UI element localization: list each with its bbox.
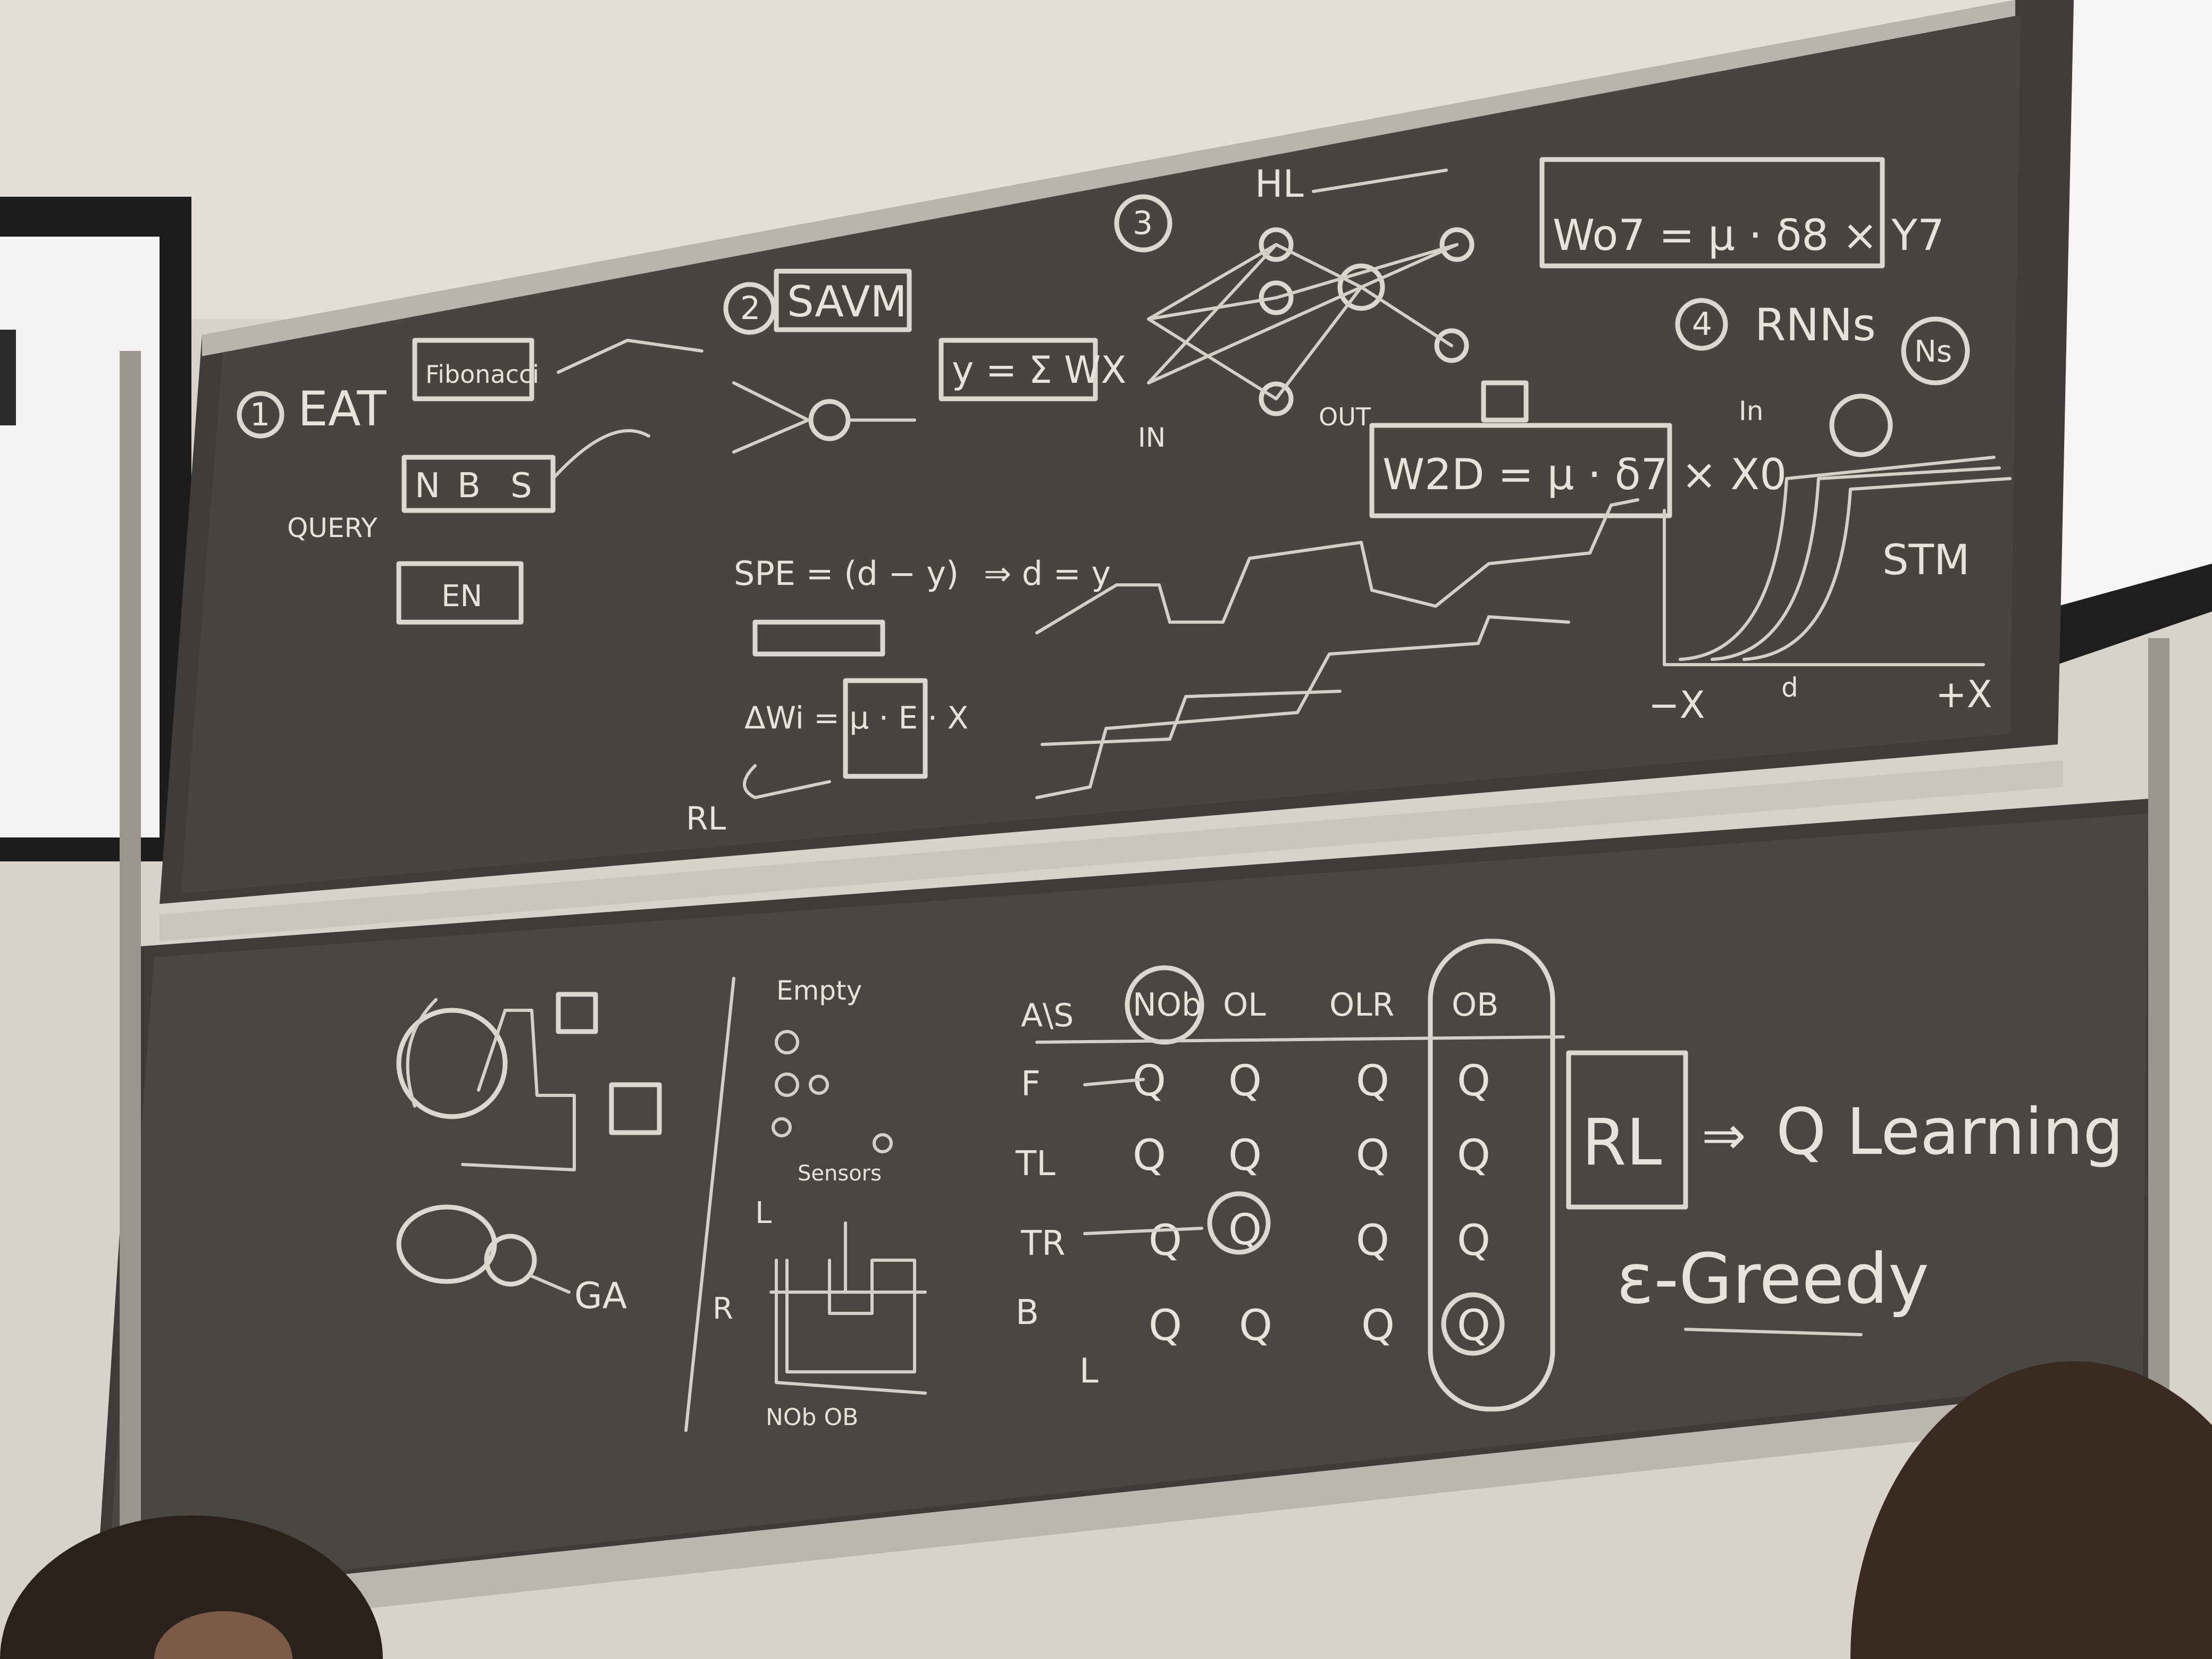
robot-label: GA (574, 1275, 627, 1317)
section-2-formula-line2: SPE = (d − y) (734, 554, 959, 593)
section-4-number: 4 (1692, 306, 1713, 343)
section-4-curve-label: STM (1882, 537, 1970, 584)
q-cell: Q (1457, 1216, 1490, 1265)
q-table-col-3: OLR (1329, 986, 1395, 1024)
q-learning-label: Q Learning (1776, 1095, 2124, 1169)
section-2-formula-line3: ⇒ d = y (984, 554, 1111, 593)
section-2-bottom-label: RL (686, 800, 726, 837)
section-4-axis-mid: d (1781, 672, 1798, 703)
q-table-row-3: TR (1021, 1224, 1066, 1263)
section-4-axis-left: −X (1648, 683, 1705, 727)
maze-top-label: Empty (776, 975, 862, 1006)
q-cell: Q (1149, 1301, 1182, 1350)
q-table-row-2: TL (1016, 1144, 1055, 1184)
q-cell: Q (1149, 1216, 1182, 1265)
q-table-row-1: F (1021, 1065, 1041, 1104)
q-cell: Q (1457, 1056, 1490, 1105)
section-4-in-label: In (1739, 396, 1764, 426)
section-1-box-3: B (457, 466, 481, 506)
q-table-corner: A\S (1021, 997, 1074, 1034)
q-table-col-1: NOb (1133, 986, 1202, 1024)
q-table-col-2: OL (1223, 986, 1266, 1024)
section-1-box-5: EN (441, 579, 483, 614)
section-2-formula-top: y = Σ WX (952, 348, 1127, 392)
section-3-in-label: IN (1138, 422, 1166, 453)
section-1-label: EAT (298, 381, 387, 437)
q-cell: Q (1133, 1130, 1166, 1180)
section-4-axis-right: +X (1936, 673, 1992, 716)
section-1-box-2: N (415, 466, 440, 506)
section-1-sub-label: QUERY (287, 513, 378, 543)
q-cell: Q (1356, 1130, 1389, 1180)
section-3-formula-bottom: W2D = μ · δ7 × X0 (1382, 450, 1787, 499)
rl-box-label: RL (1582, 1106, 1662, 1180)
rl-arrow: ⇒ (1702, 1104, 1746, 1167)
q-cell: Q (1361, 1301, 1395, 1350)
maze-right-label: R (713, 1292, 733, 1326)
section-2-number: 2 (740, 290, 761, 327)
q-table-row-5: L (1079, 1352, 1099, 1391)
section-4-label: RNNs (1755, 299, 1876, 351)
q-cell: Q (1228, 1056, 1262, 1105)
q-cell: Q (1228, 1205, 1262, 1254)
q-cell: Q (1356, 1216, 1389, 1265)
section-3-label: HL (1255, 162, 1304, 206)
q-cell: Q (1133, 1056, 1166, 1105)
section-3-out-label: OUT (1319, 403, 1371, 431)
q-cell: Q (1228, 1130, 1262, 1180)
q-cell: Q (1457, 1130, 1490, 1180)
board-frame-left (120, 351, 141, 1659)
section-2-label: SAVM (787, 277, 907, 326)
section-4-ns-label: Ns (1914, 334, 1953, 369)
section-1-box-1: Fibonacci (425, 360, 539, 389)
q-table-row-4: B (1016, 1293, 1039, 1333)
maze-bottom-label: NOb OB (766, 1404, 859, 1431)
board-frame-right (2148, 638, 2169, 1436)
maze-sensors-label: Sensors (798, 1161, 882, 1186)
section-1-box-4: S (510, 466, 532, 506)
section-3-formula-top: Wo7 = μ · δ8 × Y7 (1553, 211, 1945, 260)
q-table-col-4: OB (1452, 986, 1499, 1024)
q-cell: Q (1356, 1056, 1389, 1105)
left-projector-screen (0, 197, 191, 861)
maze-left-label: L (755, 1196, 772, 1230)
q-cell: Q (1239, 1301, 1272, 1350)
q-cell: Q (1457, 1301, 1490, 1350)
section-2-formula-line4: ΔWi = μ · E · X (744, 700, 969, 736)
greedy-label: ε-Greedy (1616, 1238, 1929, 1319)
section-1-number: 1 (250, 396, 271, 433)
section-3-number: 3 (1133, 205, 1153, 242)
